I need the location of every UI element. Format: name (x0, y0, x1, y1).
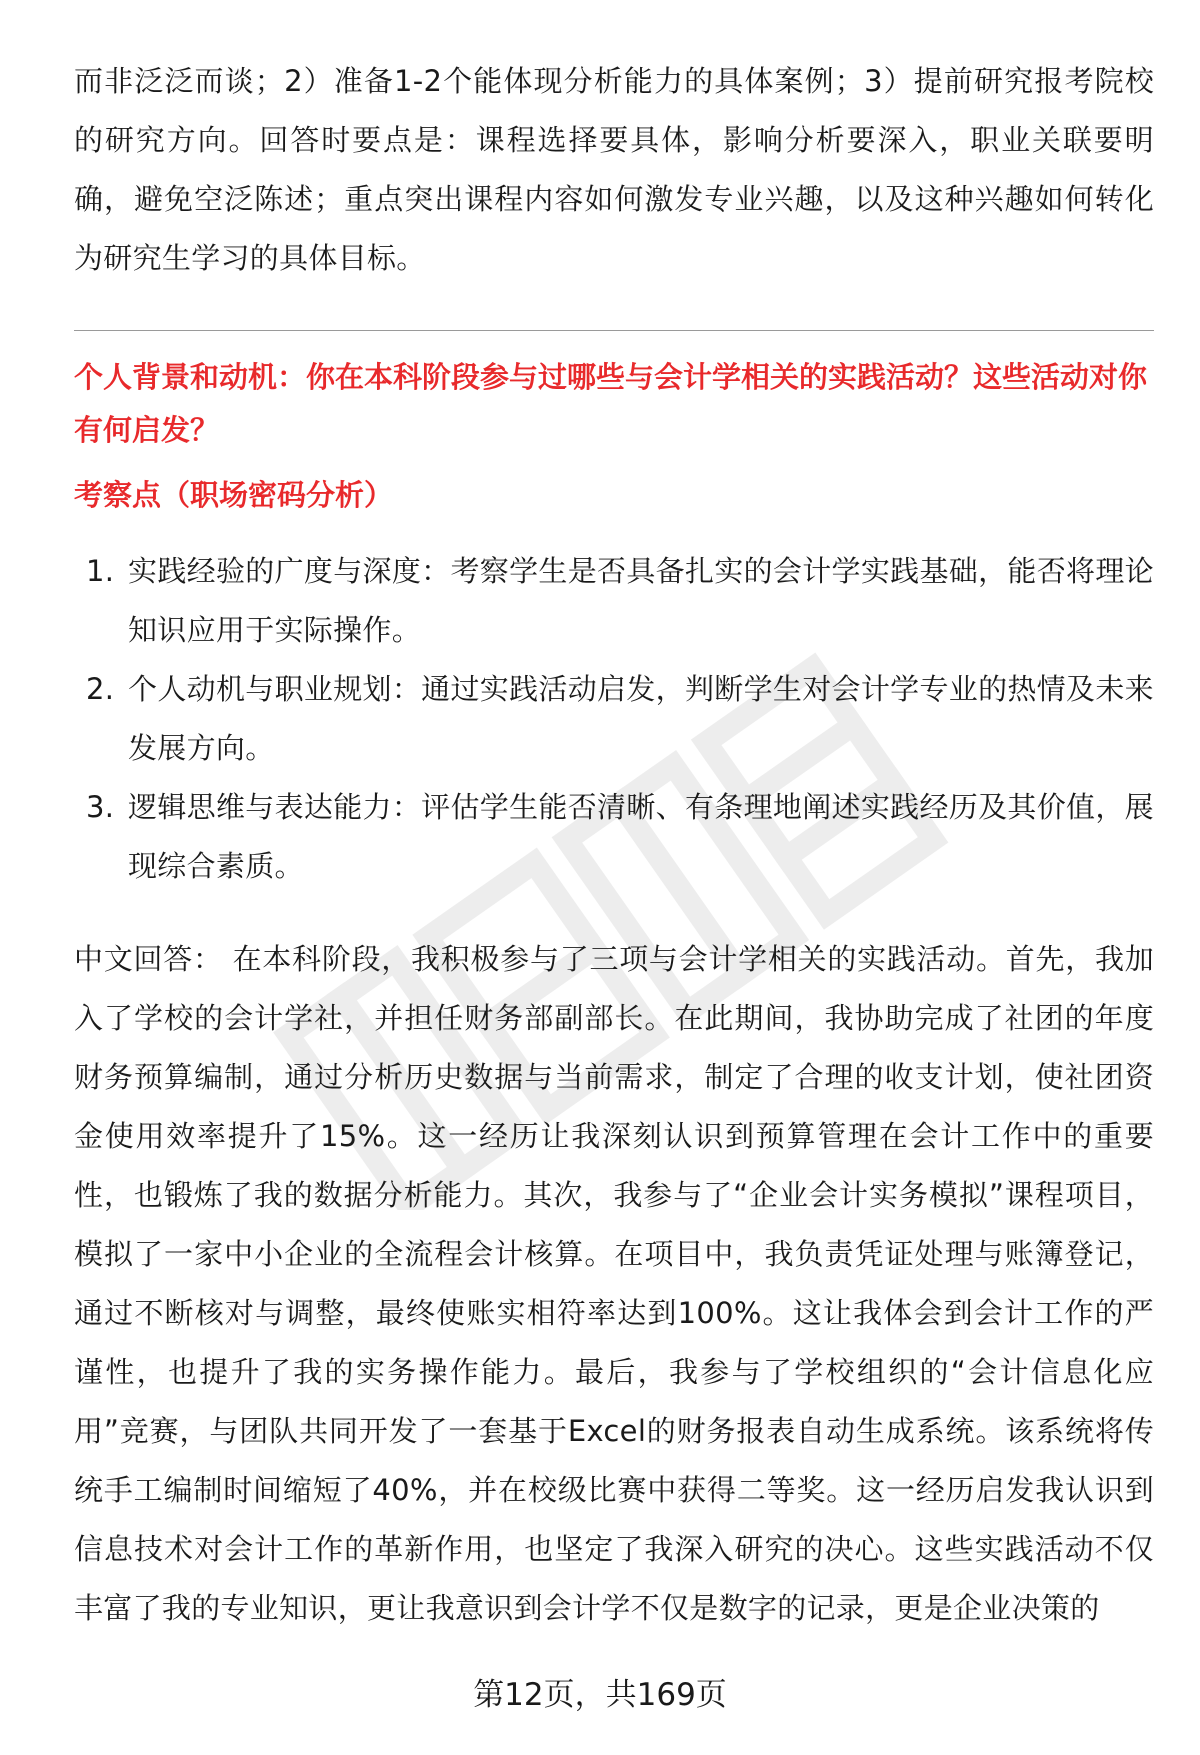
assessment-points-list (74, 542, 1154, 896)
section-divider (74, 330, 1154, 331)
answer-paragraph: 中文回答： 在本科阶段，我积极参与了三项与会计学相关的实践活动。首先，我加入了学校的会计学社，并担任财务部副部长。在此期间，我协助完成了社团的年度财务预算编制，通过分析历史数据与当前需求，制定了合理的收支计划，使社团资金使用效率提升了15%。这一经历让我深刻认识到预算管理在会计工作中的重要性，也锻炼了我的数据分析能力。其次，我参与了“企业会计实务模拟”课程项目，模拟了一家中小企业的全流程会计核算。在项目中，我负责凭证处理与账簿登记，通过不断核对与调整，最终使账实相符率达到100%。这让我体会到会计工作的严谨性，也提升了我的实务操作能力。最后，我参与了学校组织的“会计信息化应用”竞赛，与团队共同开发了一套基于Excel的财务报表自动生成系统。该系统将传统手工编制时间缩短了40%，并在校级比赛中获得二等奖。这一经历启发我认识到信息技术对会计工作的革新作用，也坚定了我深入研究的决心。这些实践活动不仅丰富了我的专业知识，更让我意识到会计学不仅是数字的记录，更是企业决策的 (74, 942, 1154, 1625)
section-title: 考察点（职场密码分析） (74, 478, 394, 512)
list-item-number: 3. (86, 790, 115, 824)
list-item-text: 逻辑思维与表达能力：评估学生能否清晰、有条理地阐述实践经历及其价值，展现综合素质。 (128, 790, 1154, 883)
list-item-number: 2. (86, 672, 115, 706)
list-item (74, 660, 1154, 778)
list-item-text: 个人动机与职业规划：通过实践活动启发，判断学生对会计学专业的热情及未来发展方向。 (128, 672, 1154, 765)
document-page (74, 52, 1154, 1638)
list-item (74, 778, 1154, 896)
list-item (74, 542, 1154, 660)
intro-paragraph: 而非泛泛而谈；2）准备1-2个能体现分析能力的具体案例；3）提前研究报考院校的研究方向。回答时要点是：课程选择要具体，影响分析要深入，职业关联要明确，避免空泛陈述；重点突出课程内容如何激发专业兴趣，以及这种兴趣如何转化为研究生学习的具体目标。 (74, 64, 1154, 275)
list-item-number: 1. (86, 554, 115, 588)
page-number-footer: 第12页，共169页 (473, 1677, 727, 1713)
question-heading: 个人背景和动机：你在本科阶段参与过哪些与会计学相关的实践活动？这些活动对你有何启发？ (74, 360, 1148, 447)
list-item-text: 实践经验的广度与深度：考察学生是否具备扎实的会计学实践基础，能否将理论知识应用于实际操作。 (128, 554, 1154, 647)
